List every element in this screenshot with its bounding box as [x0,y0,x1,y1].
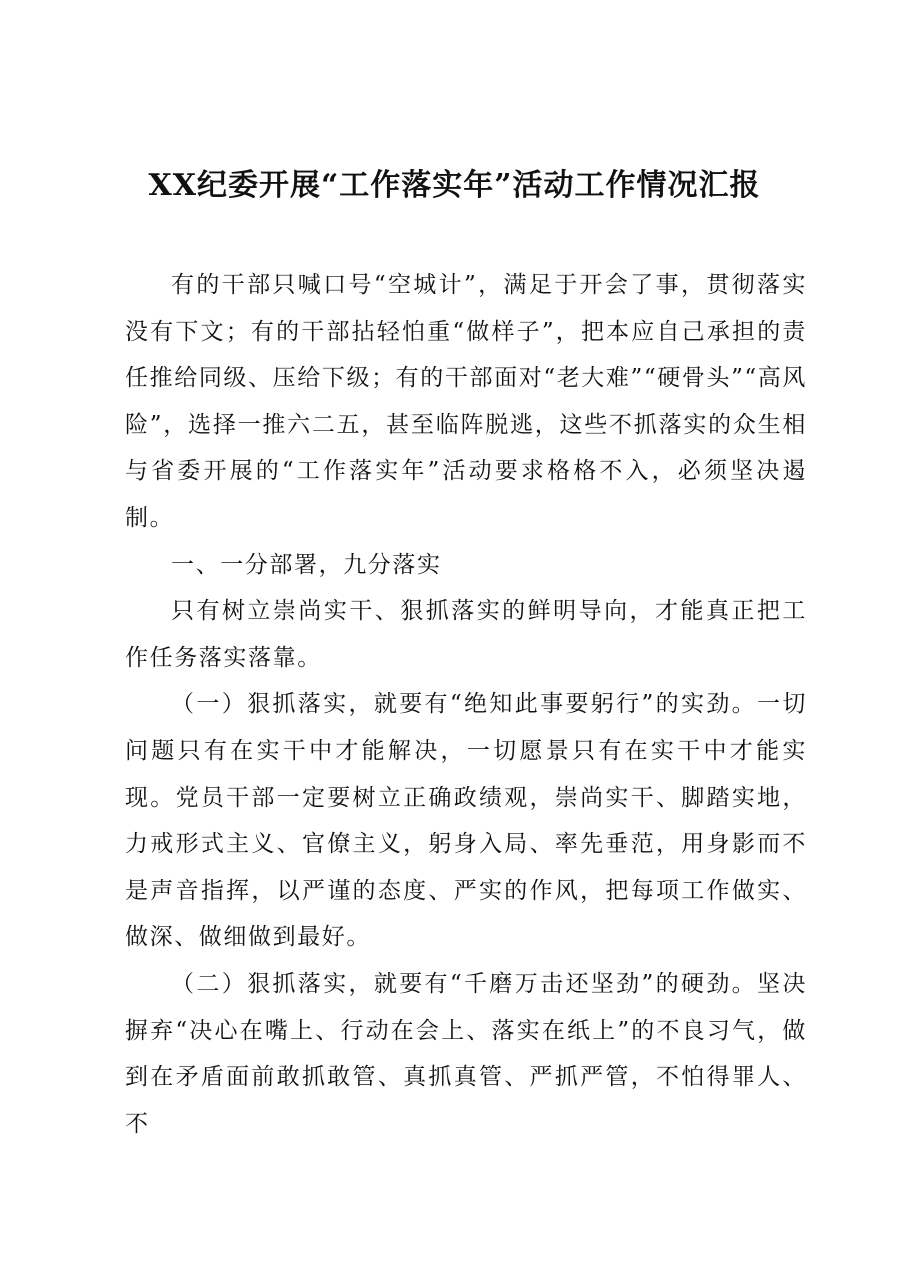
paragraph-point-2: （二）狠抓落实，就要有“千磨万击还坚劲”的硬劲。坚决摒弃“决心在嘴上、行动在会上、落实在纸上”的不良习气，做到在矛盾面前敢抓敢管、真抓真管、严抓严管，不怕得罪人、不 [125,970,807,1137]
document-body [125,262,807,1147]
paragraph-point-1: （一）狠抓落实，就要有“绝知此事要躬行”的实劲。一切问题只有在实干中才能解决，一切愿景只有在实干中才能实现。党员干部一定要树立正确政绩观，崇尚实干、脚踏实地，力戒形式主义、官僚主义，躬身入局、率先垂范，用身影而不是声音指挥，以严谨的态度、严实的作风，把每项工作做实、做深、做细做到最好。 [125,691,807,951]
paragraph-section-1-lead: 只有树立崇尚实干、狠抓落实的鲜明导向，才能真正把工作任务落实落靠。 [125,598,807,671]
document-title: XX纪委开展“工作落实年”活动工作情况汇报 [148,168,761,203]
paragraph-intro: 有的干部只喊口号“空城计”，满足于开会了事，贯彻落实没有下文；有的干部拈轻怕重“做样子”，把本应自己承担的责任推给同级、压给下级；有的干部面对“老大难”“硬骨头”“高风险”，选择一推六二五，甚至临阵脱逃，这些不抓落实的众生相与省委开展的“工作落实年”活动要求格格不入，必须坚决遏制。 [125,272,807,531]
section-heading-1: 一、一分部署，九分落实 [171,551,442,578]
